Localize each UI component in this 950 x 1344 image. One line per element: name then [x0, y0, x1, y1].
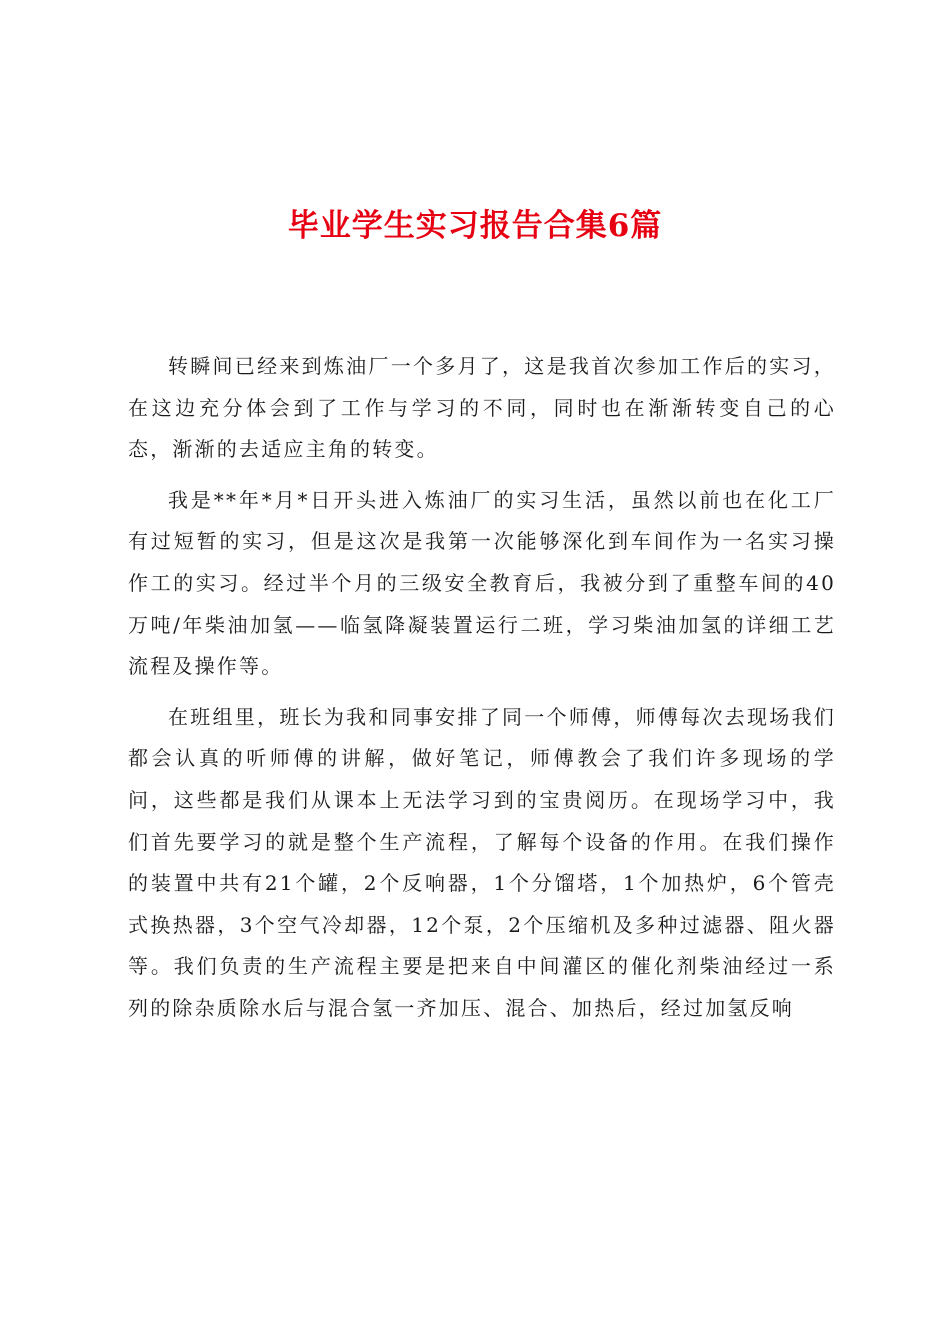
- document-title: 毕业学生实习报告合集6篇: [287, 208, 663, 244]
- paragraph-1: 转瞬间已经来到炼油厂一个多月了，这是我首次参加工作后的实习，在这边充分体会到了工作与学习的不同，同时也在渐渐转变自己的心态，渐渐的去适应主角的转变。: [128, 354, 836, 462]
- paragraph-2: 我是**年*月*日开头进入炼油厂的实习生活，虽然以前也在化工厂有过短暂的实习，但是这次是我第一次能够深化到车间作为一名实习操作工的实习。经过半个月的三级安全教育后，我被分到了重整车间的40万吨/年柴油加氢——临氢降凝装置运行二班，学习柴油加氢的详细工艺流程及操作等。: [128, 487, 836, 679]
- document-body: [128, 346, 836, 1039]
- paragraph-3: 在班组里，班长为我和同事安排了同一个师傅，师傅每次去现场我们都会认真的听师傅的讲解，做好笔记，师傅教会了我们许多现场的学问，这些都是我们从课本上无法学习到的宝贵阅历。在现场学习中，我们首先要学习的就是整个生产流程，了解每个设备的作用。在我们操作的装置中共有21个罐，2个反响器，1个分馏塔，1个加热炉，6个管壳式换热器，3个空气冷却器，12个泵，2个压缩机及多种过滤器、阻火器等。我们负责的生产流程主要是把来自中间灌区的催化剂柴油经过一系列的除杂质除水后与混合氢一齐加压、混合、加热后，经过加氢反响: [128, 704, 836, 1020]
